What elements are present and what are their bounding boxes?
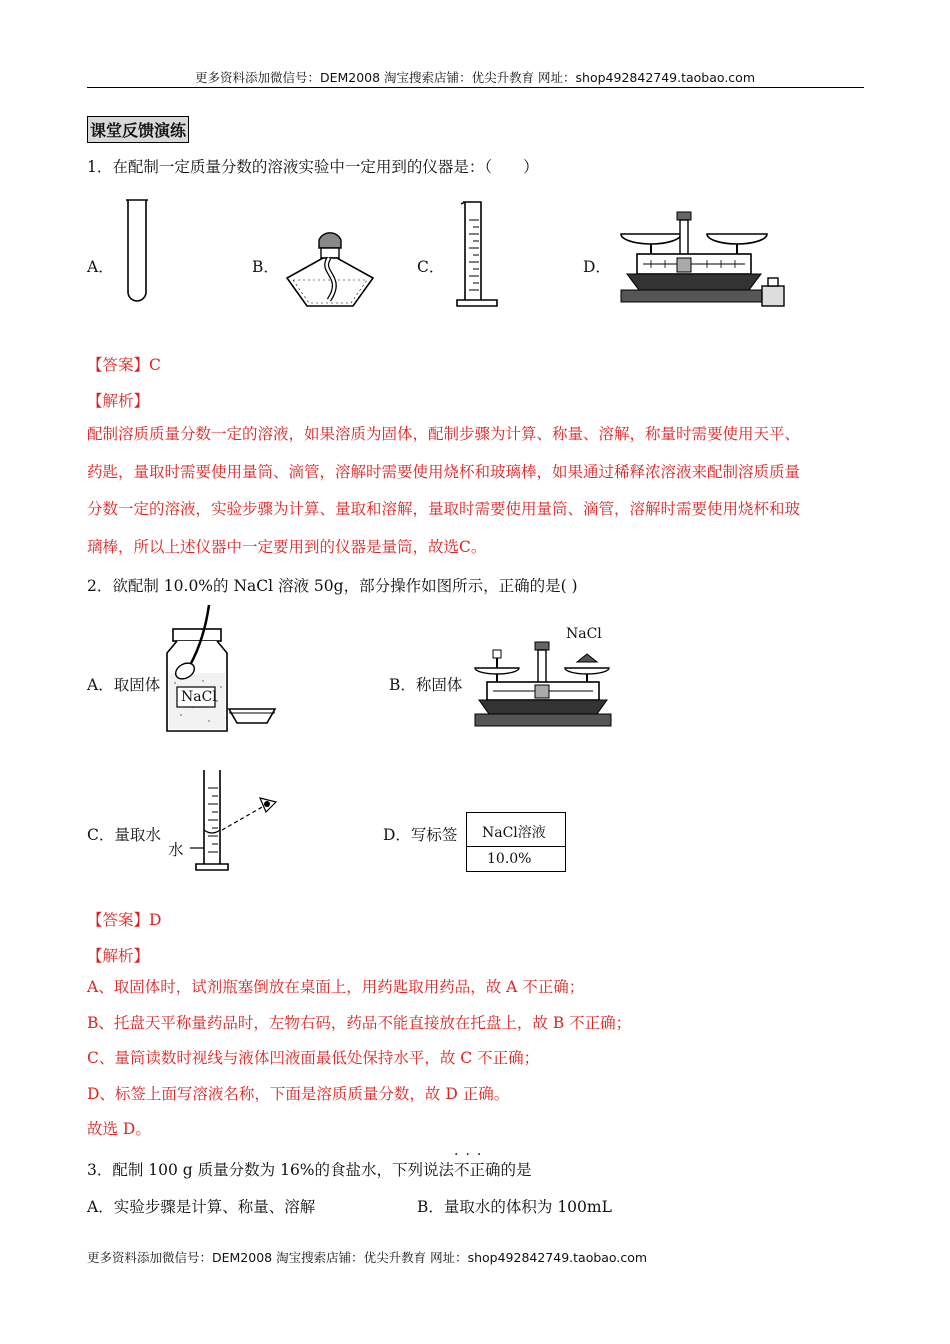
reagent-bottle-icon xyxy=(163,603,281,733)
q1-option-b: B． xyxy=(252,258,279,276)
test-tube-icon xyxy=(125,198,149,306)
q2-answer: 【答案】D xyxy=(87,911,162,929)
q3-stem-emphasis-text: 不正确 xyxy=(454,1161,501,1179)
section-title: 课堂反馈演练 xyxy=(87,116,189,143)
q1-option-d: D． xyxy=(583,258,611,276)
q2-analysis-line: D、标签上面写溶液名称，下面是溶质质量分数，故 D 正确。 xyxy=(87,1084,510,1103)
q2-analysis-line: B、托盘天平称量药品时，左物右码，药品不能直接放在托盘上，故 B 不正确； xyxy=(87,1013,632,1032)
q3-stem xyxy=(87,1147,532,1180)
q1-analysis-line: 配制溶质质量分数一定的溶液，如果溶质为固体，配制步骤为计算、称量、溶解，称量时需要使用天平、 xyxy=(87,425,801,443)
q3-option-a: A．实验步骤是计算、称量、溶解 xyxy=(87,1198,316,1216)
q2-analysis-line: A、取固体时，试剂瓶塞倒放在桌面上，用药匙取用药品，故 A 不正确； xyxy=(87,978,585,996)
page-header: 更多资料添加微信号：DEM2008 淘宝搜索店铺：优尖升教育 网址：shop492842749.taobao.com xyxy=(194,70,756,85)
q3-option-b: B．量取水的体积为 100mL xyxy=(417,1198,612,1216)
q1-analysis-label: 【解析】 xyxy=(87,392,150,410)
q2-analysis-line: C、量筒读数时视线与液体凹液面最低处保持水平，故 C 不正确； xyxy=(87,1049,540,1068)
nacl-balance-label: NaCl xyxy=(566,626,602,642)
q1-answer: 【答案】C xyxy=(87,356,161,374)
label-top-text: NaCl溶液 xyxy=(482,825,546,841)
graduated-cylinder-icon xyxy=(455,200,500,310)
q1-analysis-line: 分数一定的溶液，实验步骤为计算、量取和溶解，量取时需要使用量筒、滴管，溶解时需要使用烧杯和玻 xyxy=(87,500,801,518)
q1-analysis-line: 药匙，量取时需要使用量筒、滴管，溶解时需要使用烧杯和玻璃棒，如果通过稀释浓溶液来配制溶质质量 xyxy=(87,462,801,481)
header-divider xyxy=(87,87,864,88)
alcohol-lamp-icon xyxy=(285,218,375,310)
q2-option-b: B．称固体 xyxy=(389,676,463,694)
q1-option-c: C． xyxy=(417,258,445,276)
q1-analysis-line: 璃棒，所以上述仪器中一定要用到的仪器是量筒，故选C。 xyxy=(87,537,487,556)
q1-stem: 1．在配制一定质量分数的溶液实验中一定用到的仪器是：（ ） xyxy=(87,158,539,176)
page-footer: 更多资料添加微信号：DEM2008 淘宝搜索店铺：优尖升教育 网址：shop492842749.taobao.com xyxy=(87,1250,648,1265)
q2-analysis-line: 故选 D。 xyxy=(87,1120,151,1139)
water-label: 水 xyxy=(168,841,184,859)
q2-option-d: D．写标签 xyxy=(383,826,458,844)
q1-option-a: A． xyxy=(87,258,114,276)
q1-analysis xyxy=(87,416,867,566)
q3-stem-pre: 3．配制 100 g 质量分数为 16%的食盐水，下列说法 xyxy=(87,1161,455,1179)
balance-icon xyxy=(617,210,792,310)
q2-stem: 2．欲配制 10.0%的 NaCl 溶液 50g，部分操作如图所示，正确的是( ) xyxy=(87,577,578,595)
balance-weighing-icon xyxy=(473,640,613,732)
emphasis-dots: ··· xyxy=(454,1147,489,1163)
q2-option-a: A．取固体 xyxy=(87,676,161,694)
q3-stem-emphasis xyxy=(454,1147,501,1179)
nacl-bottle-label: NaCl xyxy=(181,689,217,705)
q3-stem-post: 的是 xyxy=(500,1161,532,1179)
label-box xyxy=(466,812,566,872)
label-bottom-text: 10.0% xyxy=(487,851,532,867)
q2-analysis-label: 【解析】 xyxy=(87,947,150,965)
label-top-row xyxy=(467,813,565,847)
reading-cylinder-icon xyxy=(190,768,285,874)
q2-option-c: C．量取水 xyxy=(87,826,161,844)
q2-analysis xyxy=(87,970,867,1148)
